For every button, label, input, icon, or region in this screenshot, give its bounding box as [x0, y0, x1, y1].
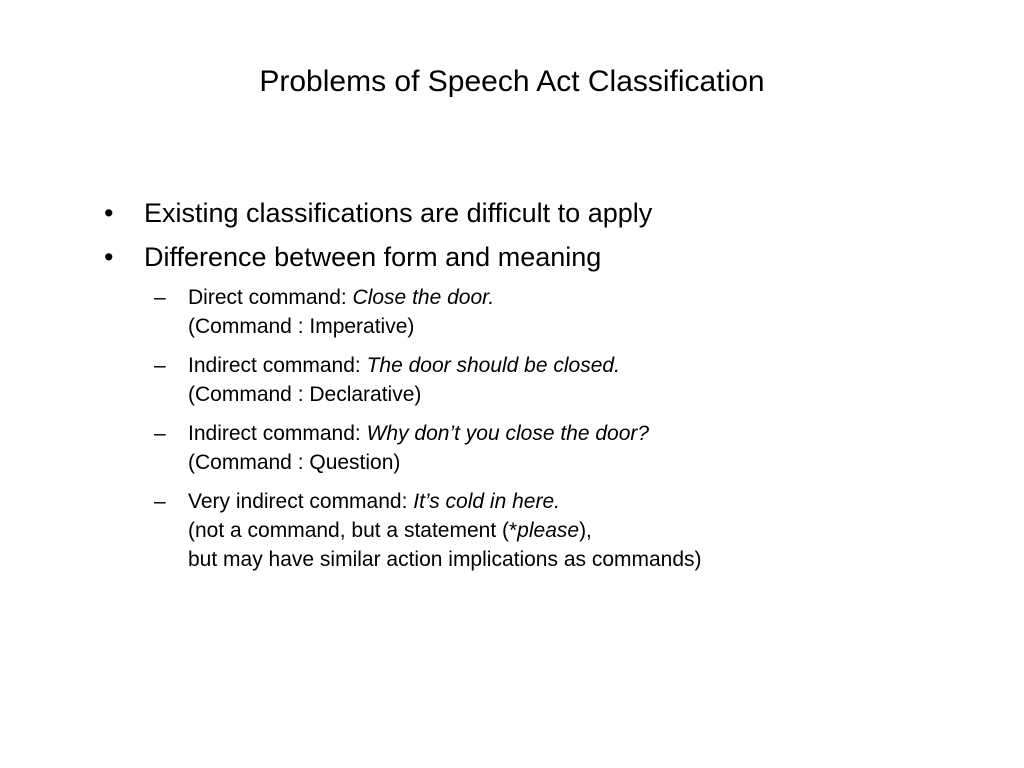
sub-bullet-first-line [188, 419, 980, 448]
slide-content [100, 195, 980, 584]
sub-bullet-note: (Command : Question) [188, 451, 401, 474]
bullet-item [100, 195, 980, 231]
sub-bullet-item [100, 487, 980, 574]
sub-bullet-list [100, 283, 980, 574]
bullet-item [100, 239, 980, 275]
bullet-marker: • [104, 198, 114, 228]
bullet-marker: • [104, 242, 114, 272]
sub-bullet-item [100, 419, 980, 477]
bullet-text: Difference between form and meaning [144, 242, 602, 272]
sub-bullet-first-line [188, 487, 980, 516]
dash-marker: – [154, 286, 166, 309]
example-sentence: Why don’t you close the door? [366, 422, 650, 445]
note-prefix: (not a command, but a statement (* [188, 519, 518, 542]
dash-marker: – [154, 354, 166, 377]
slide-title: Problems of Speech Act Classification [259, 65, 765, 98]
note-suffix: ), [579, 519, 592, 542]
sub-bullet-label: Indirect command: [188, 422, 367, 445]
sub-bullet-label: Very indirect command: [188, 490, 414, 513]
sub-bullet-note: (Command : Declarative) [188, 383, 422, 406]
dash-marker: – [154, 490, 166, 513]
sub-bullet-item [100, 283, 980, 341]
sub-bullet-note: (Command : Imperative) [188, 315, 415, 338]
sub-bullet-first-line [188, 351, 980, 380]
example-sentence: It’s cold in here. [413, 490, 560, 513]
bullet-text: Existing classifications are difficult to apply [144, 198, 653, 228]
sub-bullet-label: Direct command: [188, 286, 353, 309]
example-sentence: Close the door. [352, 286, 495, 309]
note-italic-word: please [517, 519, 580, 542]
sub-bullet-note [188, 516, 980, 545]
sub-bullet-first-line [188, 283, 980, 312]
example-sentence: The door should be closed. [366, 354, 620, 377]
sub-bullet-label: Indirect command: [188, 354, 367, 377]
dash-marker: – [154, 422, 166, 445]
sub-bullet-note-continued: but may have similar action implications as commands) [188, 548, 702, 571]
sub-bullet-item [100, 351, 980, 409]
